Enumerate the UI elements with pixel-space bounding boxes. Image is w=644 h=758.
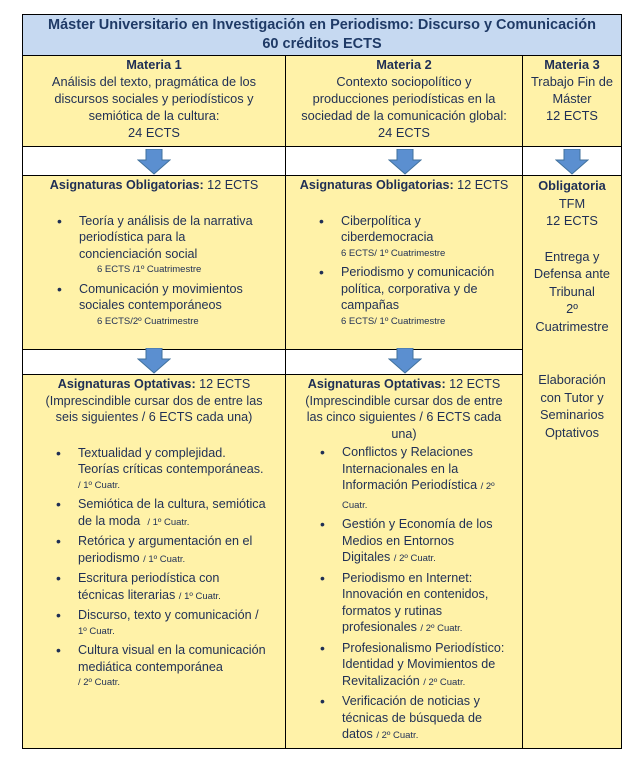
item-line: • Conflictos y Relaciones [342, 445, 473, 459]
item-sub: / 1º Cuatr. [78, 479, 121, 491]
optativas-heading [286, 376, 522, 393]
item-sub: 6 ECTS/ 1º Cuatrimestre [341, 315, 446, 327]
materia-3-name: Materia 3 [544, 57, 600, 72]
obligatorias-label: Asignaturas Obligatorias: [49, 178, 204, 192]
materia-2-name: Materia 2 [376, 57, 432, 72]
item-sub: / 1º Cuatr. [147, 516, 190, 528]
optativas-note: una) [391, 426, 417, 441]
item-line: profesionales [342, 620, 417, 634]
list-item [342, 693, 522, 745]
materia-2-header [285, 55, 523, 147]
list-item [78, 496, 285, 531]
optativas-ects: 12 ECTS [195, 377, 251, 391]
item-line: sociales contemporáneos [79, 298, 222, 312]
list-item [342, 444, 522, 514]
elaboracion-block [523, 371, 621, 441]
list-item [341, 264, 522, 330]
item-sub: / 2º Cuatr. [376, 730, 419, 741]
item-sub: 6 ECTS/ 1º Cuatrimestre [341, 247, 446, 259]
item-line: Información Periodística [342, 478, 478, 492]
optativas-label: Asignaturas Optativas: [307, 377, 446, 391]
item-line: Digitales [342, 550, 391, 564]
entrega-line: Defensa ante [533, 266, 611, 281]
elab-line: Elaboración [538, 372, 606, 387]
materia-1-desc-line: discursos sociales y periodísticos y [54, 91, 254, 106]
item-line: • Periodismo en Internet: [342, 570, 473, 585]
elab-line: Optativos [544, 424, 600, 440]
item-line: • Teoría y análisis de la narrativa [79, 213, 253, 228]
obligatoria-label: Obligatoria [538, 178, 606, 193]
item-line: periodismo [78, 550, 140, 565]
item-sub: 6 ECTS /1º Cuatrimestre [97, 264, 202, 275]
materia-1-optativas [22, 374, 286, 749]
down-arrow-icon [555, 149, 589, 175]
optativas-ects: 12 ECTS [445, 377, 501, 391]
materia-3-desc-line: Máster [552, 91, 592, 106]
optativas-label: Asignaturas Optativas: [57, 377, 196, 391]
list-item [342, 570, 522, 638]
entrega-line: Entrega y [544, 248, 600, 264]
item-line: • Periodismo y comunicación [341, 265, 495, 279]
materia-2-optativas [285, 374, 523, 749]
tfm-ects: 12 ECTS [546, 213, 598, 228]
optativas-note: seis siguientes / 6 ECTS cada una) [55, 410, 253, 424]
list-item [342, 516, 522, 568]
optativas-note: (Imprescindible cursar dos de entre las [45, 393, 263, 408]
materia-1-name: Materia 1 [126, 57, 182, 72]
item-sub: / 2º Cuatr. [423, 676, 466, 688]
materia-2-desc-line: Contexto sociopolítico y [336, 74, 472, 89]
list-item [78, 607, 285, 640]
item-line: • Discurso, texto y comunicación / [78, 608, 259, 622]
list-item [78, 570, 285, 605]
item-sub: / 2º Cuatr. [393, 553, 436, 564]
list-item [342, 640, 522, 692]
tfm-label: TFM [558, 195, 586, 211]
item-line: Medios en Entornos [342, 533, 455, 548]
entrega-block [523, 248, 621, 336]
item-line: • Escritura periodística con [78, 571, 220, 585]
list-item [79, 213, 285, 279]
optativas-note: las cinco siguientes / 6 ECTS cada [306, 410, 502, 424]
down-arrow-icon [388, 348, 422, 374]
materia-2-obligatorias [285, 175, 523, 350]
item-line: Identidad y Movimientos de [342, 657, 496, 671]
item-line: técnicas literarias [78, 587, 176, 602]
item-line: formatos y rutinas [342, 603, 443, 618]
item-sub: 6 ECTS/2º Cuatrimestre [97, 315, 199, 327]
down-arrow-icon [388, 149, 422, 175]
obligatorias-heading [286, 177, 522, 194]
list-item [78, 642, 285, 692]
materia-2-ects: 24 ECTS [378, 125, 430, 140]
item-line: política, corporativa y de [341, 281, 478, 296]
optativas-note: (Imprescindible cursar dos de entre [305, 393, 503, 408]
item-sub: / 2º Cuatr. [420, 623, 463, 634]
item-line: mediática contemporánea [78, 659, 223, 674]
item-line: periodística para la [79, 230, 186, 244]
item-sub: / 1º Cuatr. [178, 590, 221, 602]
item-line: Teorías críticas contemporáneas. [78, 462, 264, 476]
optativas-list [342, 444, 522, 745]
item-line: • Textualidad y complejidad. [78, 445, 226, 460]
elab-line: con Tutor y [540, 389, 604, 405]
materia-3-desc-line: Trabajo Fin de [530, 74, 614, 89]
materia-1-ects: 24 ECTS [128, 125, 180, 140]
program-title: Máster Universitario en Investigación en Periodismo: Discurso y Comunicación [48, 17, 596, 33]
item-line: • Gestión y Economía de los [342, 517, 493, 531]
materia-1-desc-line: Análisis del texto, pragmática de los [51, 74, 257, 89]
item-sub: / 1º Cuatr. [143, 553, 186, 565]
item-line: • Verificación de noticias y [342, 694, 480, 708]
item-line: de la moda [78, 513, 141, 528]
materia-2-desc-line: producciones periodísticas en la [312, 91, 496, 106]
item-sub: / 2º Cuatr. [78, 677, 121, 688]
entrega-line: Cuatrimestre [535, 318, 609, 334]
program-header [22, 14, 622, 56]
obligatorias-label: Asignaturas Obligatorias: [299, 178, 454, 192]
obligatorias-list [79, 213, 285, 331]
optativas-heading [23, 376, 285, 393]
obligatorias-heading [23, 177, 285, 194]
list-item [78, 445, 285, 495]
materia-2-desc-line: sociedad de la comunicación global: [301, 108, 507, 123]
item-line: concienciación social [79, 246, 198, 261]
down-arrow-icon [137, 149, 171, 175]
item-line: Innovación en contenidos, [342, 587, 489, 601]
materia-3-obligatoria [522, 175, 622, 749]
item-line: • Comunicación y movimientos [79, 281, 243, 296]
optativas-list [78, 445, 285, 692]
item-line: Revitalización [342, 673, 420, 688]
down-arrow-icon [137, 348, 171, 374]
obligatorias-ects: 12 ECTS [453, 178, 509, 192]
list-item [78, 533, 285, 568]
item-line: datos [342, 727, 373, 741]
obligatorias-list [341, 213, 522, 331]
materia-1-desc-line: semiótica de la cultura: [88, 108, 220, 123]
item-line: • Cultura visual en la comunicación [78, 643, 266, 657]
program-credits: 60 créditos ECTS [262, 36, 382, 52]
entrega-line: 2º [566, 301, 578, 316]
item-line: técnicas de búsqueda de [342, 710, 483, 725]
item-line: • Ciberpolítica y [341, 213, 421, 228]
entrega-line: Tribunal [549, 283, 595, 299]
materia-1-obligatorias [22, 175, 286, 350]
item-sub: 1º Cuatr. [78, 625, 115, 637]
list-item [341, 213, 522, 263]
item-line: Internacionales en la [342, 461, 459, 476]
item-line: campañas [341, 298, 400, 312]
item-line: • Semiótica de la cultura, semiótica [78, 497, 266, 511]
list-item [79, 281, 285, 331]
item-line: • Retórica y argumentación en el [78, 534, 253, 548]
item-line: • Profesionalismo Periodístico: [342, 640, 505, 655]
materia-1-header [22, 55, 286, 147]
item-line: ciberdemocracia [341, 230, 434, 244]
materia-3-header [522, 55, 622, 147]
obligatorias-ects: 12 ECTS [203, 178, 259, 192]
materia-3-ects: 12 ECTS [546, 108, 598, 123]
elab-line: Seminarios [539, 407, 604, 422]
item-sub: / 2º Cuatr. [342, 481, 495, 511]
materia-3-oblig-label [523, 177, 621, 195]
